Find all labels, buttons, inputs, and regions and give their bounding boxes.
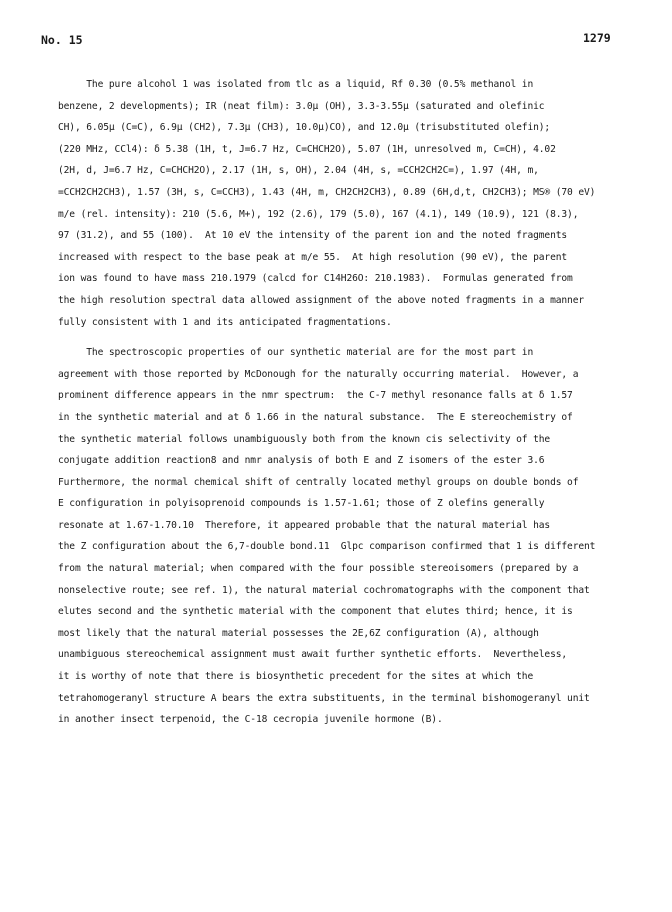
paragraph-spectral-data	[58, 74, 638, 333]
text-line: nonselective route; see ref. 1), the natural material cochromatographs with the component that	[58, 584, 590, 596]
text-line: in the synthetic material and at δ 1.66 in the natural substance. The E stereochemistry of	[58, 411, 573, 423]
text-line: prominent difference appears in the nmr spectrum: the C-7 methyl resonance falls at δ 1.57	[58, 390, 573, 402]
issue-number: No. 15	[41, 33, 83, 47]
text-line: (2H, d, J=6.7 Hz, C=CHCH2O), 2.17 (1H, s, OH), 2.04 (4H, s, =CCH2CH2C=), 1.97 (4H, m,	[58, 165, 539, 177]
text-line: elutes second and the synthetic material with the component that elutes third; hence, it is	[58, 606, 573, 618]
text-line: increased with respect to the base peak at m/e 55. At high resolution (90 eV), the parent	[58, 251, 568, 263]
text-line: Furthermore, the normal chemical shift of centrally located methyl groups on double bonds of	[58, 476, 579, 488]
text-line: 97 (31.2), and 55 (100). At 10 eV the intensity of the parent ion and the noted fragments	[58, 230, 568, 242]
text-line: =CCH2CH2CH3), 1.57 (3H, s, C=CCH3), 1.43 (4H, m, CH2CH2CH3), 0.89 (6H,d,t, CH2CH3); MS® (70 eV)	[58, 186, 596, 198]
text-line: the synthetic material follows unambiguously both from the known cis selectivity of the	[58, 433, 551, 445]
text-line: resonate at 1.67-1.70.10 Therefore, it appeared probable that the natural material has	[58, 519, 551, 531]
text-line: tetrahomogeranyl structure A bears the extra substituents, in the terminal bishomogeranyl unit	[58, 692, 590, 704]
body-text	[58, 74, 638, 731]
text-line: in another insect terpenoid, the C-18 cecropia juvenile hormone (B).	[58, 714, 443, 726]
text-line: most likely that the natural material possesses the 2E,6Z configuration (A), although	[58, 627, 539, 639]
text-line: The spectroscopic properties of our synthetic material are for the most part in	[58, 347, 534, 359]
paragraph-discussion	[58, 342, 638, 731]
text-line: m/e (rel. intensity): 210 (5.6, M+), 192 (2.6), 179 (5.0), 167 (4.1), 149 (10.9), 121 (8.3),	[58, 208, 579, 220]
page-number: 1279	[583, 31, 611, 45]
text-line: CH), 6.05µ (C=C), 6.9µ (CH2), 7.3µ (CH3), 10.0µ)CO), and 12.0µ (trisubstituted olefin);	[58, 122, 551, 134]
paragraph-gap	[58, 333, 638, 342]
text-line: ion was found to have mass 210.1979 (calcd for C14H26O: 210.1983). Formulas generated from	[58, 273, 573, 285]
text-line: benzene, 2 developments); IR (neat film): 3.0µ (OH), 3.3-3.55µ (saturated and olefinic	[58, 100, 545, 112]
text-line: agreement with those reported by McDonough for the naturally occurring material. However, a	[58, 368, 579, 380]
text-line: it is worthy of note that there is biosynthetic precedent for the sites at which the	[58, 671, 534, 683]
text-line: E configuration in polyisoprenoid compounds is 1.57-1.61; those of Z olefins generally	[58, 498, 545, 510]
text-line: the Z configuration about the 6,7-double bond.11 Glpc comparison confirmed that 1 is different	[58, 541, 596, 553]
text-line: from the natural material; when compared with the four possible stereoisomers (prepared by a	[58, 563, 579, 575]
text-line: unambiguous stereochemical assignment must await further synthetic efforts. Nevertheless,	[58, 649, 568, 661]
text-line: conjugate addition reaction8 and nmr analysis of both E and Z isomers of the ester 3.6	[58, 455, 545, 467]
text-line: the high resolution spectral data allowed assignment of the above noted fragments in a manner	[58, 294, 585, 306]
text-line: The pure alcohol 1 was isolated from tlc as a liquid, Rf 0.30 (0.5% methanol in	[58, 79, 534, 90]
text-line: fully consistent with 1 and its anticipated fragmentations.	[58, 316, 392, 328]
text-line: (220 MHz, CCl4): δ 5.38 (1H, t, J=6.7 Hz, C=CHCH2O), 5.07 (1H, unresolved m, C=CH), 4.02	[58, 143, 556, 155]
